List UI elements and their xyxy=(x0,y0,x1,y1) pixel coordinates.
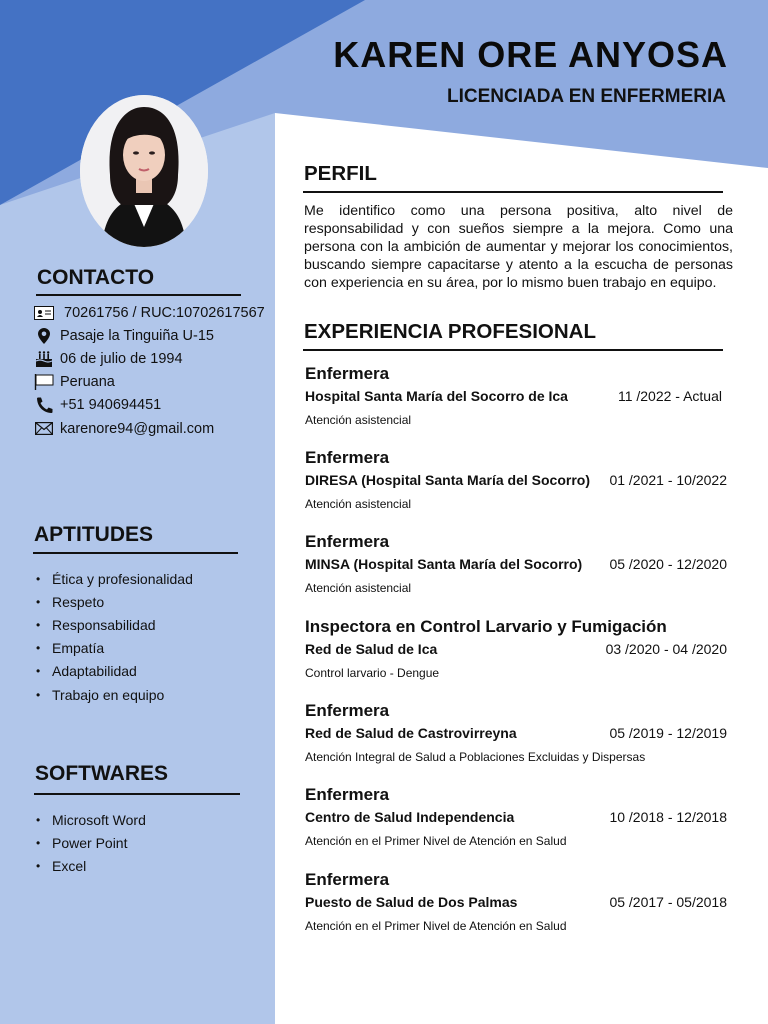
softwares-list xyxy=(36,808,146,878)
profile-text: Me identifico como una persona positiva, alto nivel de responsabilidad y con sueños siempre a la mejora. Como una persona con la ambición de aumentar y mejorar los conocimientos, buscando siempre capacitarse y atento a la escucha de personas con experiencia en su área, por lo mismo buen trabajo en equipo. xyxy=(304,203,733,291)
job-organization: Red de Salud de Castrovirreyna xyxy=(305,725,517,741)
contact-item-nationality xyxy=(33,371,265,394)
candidate-title: LICENCIADA EN ENFERMERIA xyxy=(446,86,726,107)
experience-entry xyxy=(305,530,729,597)
list-item: • Trabajo en equipo xyxy=(36,683,193,706)
experience-entry xyxy=(305,783,729,850)
phone-icon xyxy=(33,396,55,414)
experience-entry xyxy=(305,699,729,766)
softwares-heading: SOFTWARES xyxy=(35,762,169,785)
job-role: Enfermera xyxy=(305,364,390,383)
job-description: Atención asistencial xyxy=(305,581,412,595)
contact-id-text: 70261756 / RUC:10702617567 xyxy=(64,304,265,321)
contact-item-birthdate xyxy=(33,347,265,370)
experience-entry xyxy=(305,868,729,935)
aptitudes-heading: APTITUDES xyxy=(34,523,154,546)
job-dates: 05 /2019 - 12/2019 xyxy=(609,725,727,741)
portrait-image xyxy=(80,95,208,247)
job-dates: 01 /2021 - 10/2022 xyxy=(609,472,727,488)
list-item: • Power Point xyxy=(36,831,146,854)
contact-birthdate-text: 06 de julio de 1994 xyxy=(60,350,183,367)
job-role: Enfermera xyxy=(305,701,390,720)
job-description: Control larvario - Dengue xyxy=(305,666,440,680)
flag-icon xyxy=(33,373,55,391)
job-organization: Red de Salud de Ica xyxy=(305,641,438,657)
job-description: Atención asistencial xyxy=(305,497,412,511)
location-pin-icon xyxy=(33,327,55,345)
contact-address-text: Pasaje la Tinguiña U-15 xyxy=(60,327,214,344)
experience-entry xyxy=(305,362,729,429)
contact-divider xyxy=(36,294,241,296)
job-organization: DIRESA (Hospital Santa María del Socorro) xyxy=(305,472,590,488)
job-role: Enfermera xyxy=(305,870,390,889)
contact-nationality-text: Peruana xyxy=(60,374,115,391)
job-dates: 05 /2020 - 12/2020 xyxy=(609,556,727,572)
job-dates: 11 /2022 - Actual xyxy=(617,388,722,404)
job-role: Enfermera xyxy=(305,532,390,551)
job-organization: MINSA (Hospital Santa María del Socorro) xyxy=(305,556,583,572)
contact-item-phone xyxy=(33,394,265,417)
job-description: Atención asistencial xyxy=(305,413,412,427)
job-description: Atención en el Primer Nivel de Atención en Salud xyxy=(305,834,567,848)
contact-list xyxy=(33,301,265,440)
experience-divider xyxy=(303,349,723,351)
contact-phone-text: +51 940694451 xyxy=(60,397,162,414)
aptitudes-divider xyxy=(33,552,238,554)
job-description: Atención Integral de Salud a Poblaciones Excluidas y Dispersas xyxy=(305,750,646,764)
job-dates: 05 /2017 - 05/2018 xyxy=(609,894,727,910)
list-item: • Ética y profesionalidad xyxy=(36,567,193,590)
contact-item-id xyxy=(33,301,265,324)
job-role: Enfermera xyxy=(305,448,390,467)
list-item: • Excel xyxy=(36,854,146,877)
job-dates: 03 /2020 - 04 /2020 xyxy=(605,641,727,657)
envelope-icon xyxy=(33,420,55,438)
contact-heading: CONTACTO xyxy=(37,266,155,289)
list-item: • Adaptabilidad xyxy=(36,660,193,683)
list-item: • Responsabilidad xyxy=(36,613,193,636)
job-organization: Hospital Santa María del Socorro de Ica xyxy=(305,388,568,404)
birthday-cake-icon xyxy=(33,350,55,368)
profile-photo xyxy=(80,95,208,247)
candidate-name: KAREN ORE ANYOSA xyxy=(333,34,728,75)
contact-item-email xyxy=(33,417,265,440)
job-organization: Centro de Salud Independencia xyxy=(305,809,515,825)
contact-email-text[interactable]: karenore94@gmail.com xyxy=(60,420,215,437)
profile-heading: PERFIL xyxy=(304,162,377,185)
list-item: • Empatía xyxy=(36,637,193,660)
job-role: Enfermera xyxy=(305,785,390,804)
job-role: Inspectora en Control Larvario y Fumigación xyxy=(305,617,667,636)
id-card-icon xyxy=(33,304,55,322)
list-item: • Respeto xyxy=(36,590,193,613)
list-item: • Microsoft Word xyxy=(36,808,146,831)
experience-entry xyxy=(305,446,729,513)
job-organization: Puesto de Salud de Dos Palmas xyxy=(305,894,518,910)
experience-entry xyxy=(305,615,729,682)
aptitudes-list xyxy=(36,567,193,706)
contact-item-address xyxy=(33,324,265,347)
profile-divider xyxy=(303,191,723,193)
job-description: Atención en el Primer Nivel de Atención en Salud xyxy=(305,919,567,933)
experience-heading: EXPERIENCIA PROFESIONAL xyxy=(304,320,596,343)
softwares-divider xyxy=(34,793,240,795)
job-dates: 10 /2018 - 12/2018 xyxy=(609,809,727,825)
